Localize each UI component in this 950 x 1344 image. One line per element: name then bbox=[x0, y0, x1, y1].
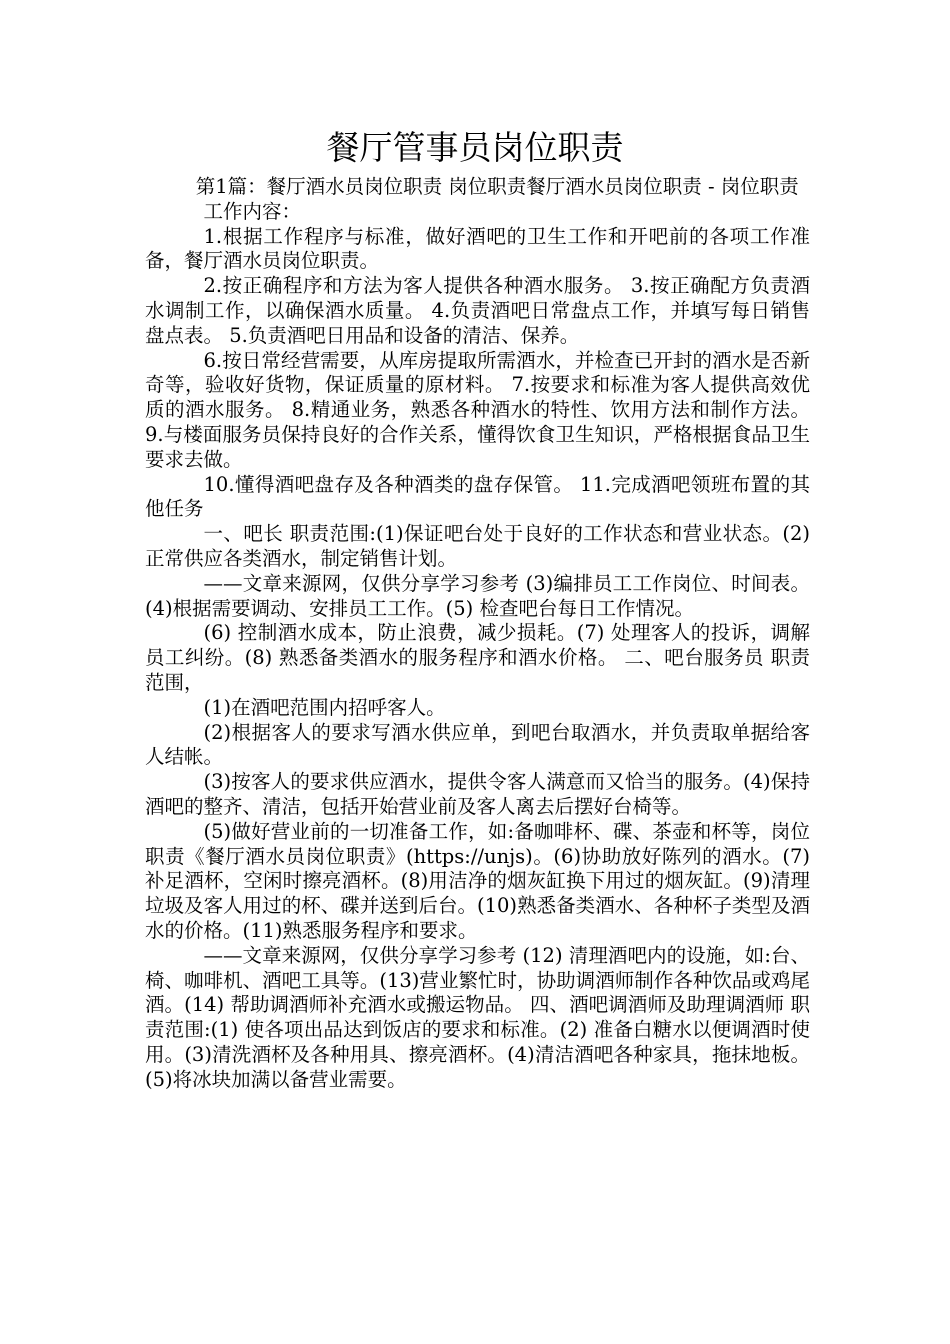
paragraph-12: (3)按客人的要求供应酒水，提供令客人满意而又恰当的服务。(4)保持酒吧的整齐、清洁，包括开始营业前及客人离去后摆好台椅等。 bbox=[145, 770, 810, 818]
paragraph-7: 一、吧长 职责范围:(1)保证吧台处于良好的工作状态和营业状态。(2)正常供应各类酒水，制定销售计划。 bbox=[145, 522, 810, 570]
paragraph-13: (5)做好营业前的一切准备工作，如:备咖啡杯、碟、茶壶和杯等，岗位职责《餐厅酒水员岗位职责》(https://unjs)。(6)协助放好陈列的酒水。(7)补足酒杯，空闲时擦亮酒杯。(8)用洁净的烟灰缸换下用过的烟灰缸。(9)清理垃圾及客人用过的杯、碟并送到后台。(10)熟悉备类酒水、各种杯子类型及酒水的价格。(11)熟悉服务程序和要求。 bbox=[145, 819, 810, 942]
paragraph-14: ——文章来源网，仅供分享学习参考 (12) 清理酒吧内的设施，如:台、椅、咖啡机、酒吧工具等。(13)营业繁忙时，协助调酒师制作各种饮品或鸡尾酒。(14) 帮助调酒师补充酒水或搬运物品。 四、酒吧调酒师及助理调酒师 职责范围:(1) 使各项出品达到饭店的要求和标准。(2) 准备白糖水以便调酒时使用。(3)清洗酒杯及各种用具、擦亮酒杯。(4)清洁酒吧各种家具，拖抹地板。(5)将冰块加满以备营业需要。 bbox=[145, 943, 810, 1091]
paragraph-11: (2)根据客人的要求写酒水供应单，到吧台取酒水，并负责取单据给客人结帐。 bbox=[145, 720, 810, 769]
paragraph-4: 2.按正确程序和方法为客人提供各种酒水服务。 3.按正确配方负责酒水调制工作，以确保酒水质量。 4.负责酒吧日常盘点工作，并填写每日销售盘点表。 5.负责酒吧日用品和设备的清洁、保养。 bbox=[145, 274, 810, 347]
document-body bbox=[145, 175, 810, 1092]
paragraph-1: 第1篇：餐厅酒水员岗位职责 岗位职责餐厅酒水员岗位职责 - 岗位职责 bbox=[195, 175, 799, 198]
paragraph-6: 10.懂得酒吧盘存及各种酒类的盘存保管。 11.完成酒吧领班布置的其他任务 bbox=[145, 472, 810, 521]
paragraph-10: (1)在酒吧范围内招呼客人。 bbox=[203, 695, 446, 719]
paragraph-3: 1.根据工作程序与标准，做好酒吧的卫生工作和开吧前的各项工作准备，餐厅酒水员岗位职责。 bbox=[145, 224, 810, 273]
paragraph-8: ——文章来源网，仅供分享学习参考 (3)编排员工工作岗位、时间表。(4)根据需要调动、安排员工工作。(5) 检查吧台每日工作情况。 bbox=[145, 571, 810, 620]
document-title: 餐厅管事员岗位职责 bbox=[326, 128, 624, 167]
paragraph-5: 6.按日常经营需要，从库房提取所需酒水，并检查已开封的酒水是否新奇等，验收好货物，保证质量的原材料。 7.按要求和标准为客人提供高效优质的酒水服务。 8.精通业务，熟悉各种酒水的特性、饮用方法和制作方法。 9.与楼面服务员保持良好的合作关系，懂得饮食卫生知识，严格根据食品卫生要求去做。 bbox=[145, 348, 810, 471]
paragraph-2: 工作内容： bbox=[203, 199, 302, 223]
paragraph-9: (6) 控制酒水成本，防止浪费，减少损耗。(7) 处理客人的投诉，调解员工纠纷。(8) 熟悉备类酒水的服务程序和酒水价格。 二、吧台服务员 职责范围， bbox=[145, 621, 810, 694]
